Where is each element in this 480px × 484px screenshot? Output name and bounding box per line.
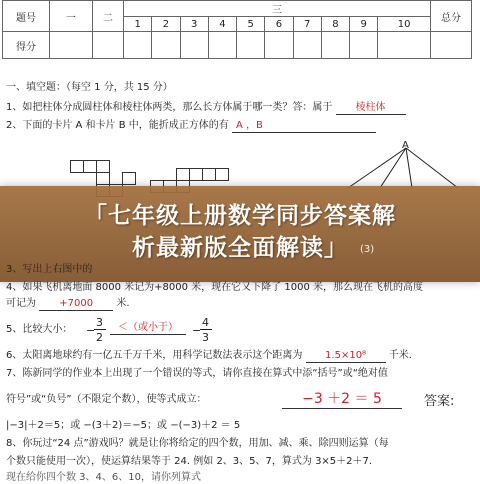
question-4-line-1: 4、如果飞机离地面 8000 米记为+8000 米，现在它又下降了 1000 米，那么现在飞机的高度 [6, 282, 423, 293]
fraction-2-denominator: 3 [202, 331, 209, 344]
point-a-label: A [402, 140, 409, 151]
question-5-text: 5、比较大小： [6, 324, 73, 335]
banner-title [0, 200, 480, 264]
question-4-line-2 [6, 298, 130, 311]
question-5-answer: ＜（或小于） [110, 322, 186, 335]
question-1-answer: 棱柱体 [336, 102, 406, 115]
score-cell[interactable] [350, 32, 378, 59]
question-4-answer: +7000 [39, 298, 113, 311]
question-7-answer-label: 答案: [424, 394, 455, 409]
question-1 [6, 102, 406, 115]
score-cell[interactable] [50, 32, 93, 59]
score-cell[interactable] [93, 32, 124, 59]
col-number: 5 [237, 17, 265, 32]
fraction-2-sign: − [192, 324, 202, 337]
row-label-score: 得分 [3, 32, 50, 59]
score-cell[interactable] [321, 32, 349, 59]
score-cell[interactable] [265, 32, 293, 59]
question-7-line-2 [6, 394, 207, 406]
question-3 [6, 264, 92, 276]
question-7-line-1: 7、陈新同学的作业本上出现了一个错误的等式，请你直接在算式中添“括号”或“绝对值 [6, 368, 388, 379]
score-cell[interactable] [431, 32, 472, 59]
fraction-2-numerator: 4 [202, 316, 209, 329]
col-section-two: 二 [93, 1, 124, 32]
question-6 [6, 350, 412, 363]
score-cell[interactable] [378, 32, 431, 59]
fraction-1-denominator: 2 [96, 331, 103, 344]
question-2-text: 2、下面的卡片 A 和卡片 B 中，能折成正方体的有 [6, 120, 229, 131]
col-section-one: 一 [50, 1, 93, 32]
col-number: 7 [293, 17, 321, 32]
question-3-text: 3、写出上右图中的 [6, 264, 93, 275]
question-7-answer: −3 ＋2 ＝ 5 [282, 388, 402, 409]
score-cell[interactable] [293, 32, 321, 59]
question-8-line-2: 个数只能使用一次），使运算结果等于 24. 例如 2、3、5、7，算式为 3×5＋2＋7. [6, 456, 373, 467]
col-total: 总分 [431, 1, 472, 32]
col-number: 4 [208, 17, 236, 32]
question-1-text: 1、如把柱体分成圆柱体和棱柱体两类，那么长方体属于哪一类？答：属于 [6, 102, 333, 113]
score-cell[interactable] [237, 32, 265, 59]
angle-figure [340, 140, 480, 190]
col-number: 1 [124, 17, 152, 32]
question-6-text: 6、太阳离地球约有一亿五千万千米，用科学记数法表示这个距离为 [6, 350, 303, 361]
score-cell[interactable] [152, 32, 180, 59]
question-6-answer: 1.5×10⁸ [306, 350, 386, 363]
score-cell[interactable] [208, 32, 236, 59]
col-section-three: 三 [124, 1, 431, 17]
fraction-1-sign: − [86, 324, 96, 337]
col-number: 9 [350, 17, 378, 32]
score-cell[interactable] [124, 32, 152, 59]
col-number: 2 [152, 17, 180, 32]
section-heading: 一、填空题：（每空 1 分，共 15 分） [6, 82, 173, 93]
score-cell[interactable] [180, 32, 208, 59]
banner-line-2: 析最新版全面解读」 [132, 235, 348, 261]
question-4-suffix: 米. [116, 298, 130, 309]
fragment-3: (3) [360, 244, 375, 255]
fraction-1-numerator: 3 [96, 316, 103, 329]
question-2 [6, 120, 376, 133]
col-number: 8 [321, 17, 349, 32]
score-table [2, 0, 472, 59]
question-7-example: |−3|＋2＝5；或 −(3＋2)＝−5；或 −(−3)＋2 ＝ 5 [6, 420, 241, 431]
question-4-prefix: 可记为 [6, 298, 36, 309]
col-number: 10 [378, 17, 431, 32]
banner-line-1: 「七年级上册数学同步答案解 [84, 203, 396, 229]
col-number: 3 [180, 17, 208, 32]
col-number: 6 [265, 17, 293, 32]
question-7-prefix: 符号”或“负号”（不限定个数），使等式成立： [6, 394, 207, 405]
row-label-question: 题号 [3, 1, 50, 32]
question-8-line-3: 现在给你四个数 3、4、6、10，请你列算式 [6, 472, 201, 483]
question-2-answer: A ，B [232, 120, 376, 133]
question-6-unit: 千米. [388, 350, 412, 361]
question-8-line-1: 8、你玩过“24 点”游戏吗？就是让你将给定的四个数，用加、减、乘、除四则运算（每 [6, 438, 389, 449]
